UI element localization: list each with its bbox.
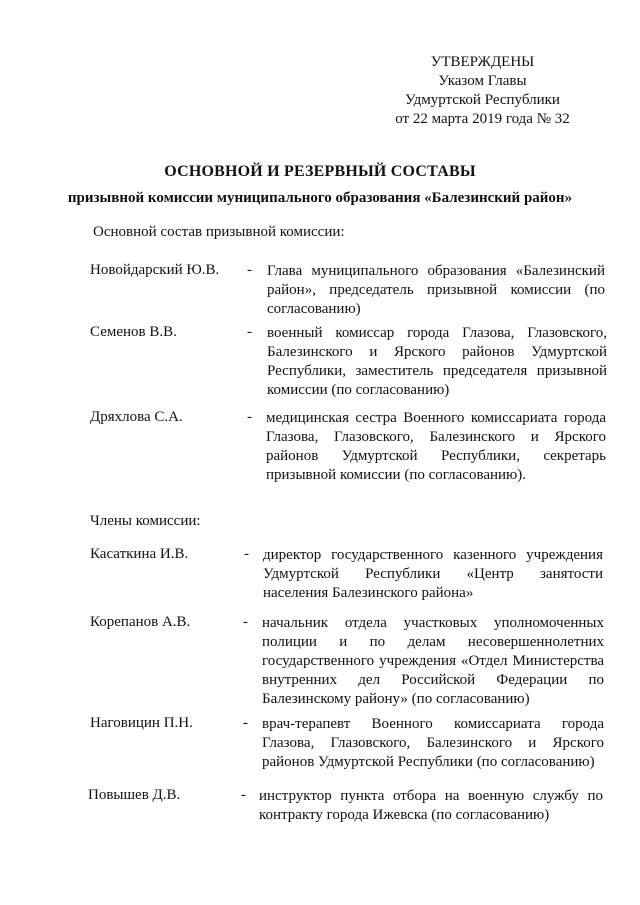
member-role: Глава муниципального образования «Балезинский район», председатель призывной комиссии (по согласованию) xyxy=(267,263,605,317)
dash-separator: - xyxy=(243,614,248,630)
member-name: Дряхлова С.А. xyxy=(90,409,183,425)
member-name: Наговицин П.Н. xyxy=(90,715,193,731)
member-name: Касаткина И.В. xyxy=(90,546,189,562)
member-name: Новойдарский Ю.В. xyxy=(90,262,220,278)
member-role: врач-терапевт Военного комиссариата города Глазова, Глазовского, Балезинского и Ярского районов Удмуртской Республики (по согласованию) xyxy=(262,716,604,770)
approval-stamp xyxy=(375,53,590,129)
member-name: Семенов В.В. xyxy=(90,324,177,340)
approval-line: от 22 марта 2019 года № 32 xyxy=(395,111,570,127)
dash-separator: - xyxy=(247,409,252,425)
approval-line: Указом Главы xyxy=(438,73,527,89)
member-role: начальник отдела участковых уполномоченных полиции и по делам несовершеннолетних государственного учреждения «Отдел Министерства внутренних дел Российской Федерации по Балезинскому району» (по согласованию) xyxy=(262,615,604,707)
main-composition-heading: Основной состав призывной комиссии: xyxy=(93,224,345,240)
document-subtitle: призывной комиссии муниципального образования «Балезинский район» xyxy=(67,190,573,206)
approval-line: УТВЕРЖДЕНЫ xyxy=(430,54,535,70)
member-name: Повышев Д.В. xyxy=(88,787,181,803)
member-role: директор государственного казенного учреждения Удмуртской Республики «Центр занятости населения Балезинского района» xyxy=(263,547,603,601)
member-role: военный комиссар города Глазова, Глазовского, Балезинского и Ярского районов Удмуртской Республики, заместитель председателя призывной комиссии (по согласованию) xyxy=(267,325,607,398)
dash-separator: - xyxy=(244,546,249,562)
approval-line: Удмуртской Республики xyxy=(405,92,560,108)
member-role: медицинская сестра Военного комиссариата города Глазова, Глазовского, Балезинского и Ярского районов Удмуртской Республики, секретарь призывной комиссии (по согласованию). xyxy=(266,410,606,483)
dash-separator: - xyxy=(247,324,252,340)
dash-separator: - xyxy=(247,262,252,278)
document-title: ОСНОВНОЙ И РЕЗЕРВНЫЙ СОСТАВЫ xyxy=(164,163,476,180)
member-name: Корепанов А.В. xyxy=(90,614,191,630)
members-heading: Члены комиссии: xyxy=(90,513,201,529)
member-role: инструктор пункта отбора на военную службу по контракту города Ижевска (по согласованию) xyxy=(259,788,603,823)
dash-separator: - xyxy=(243,715,248,731)
dash-separator: - xyxy=(241,787,246,803)
